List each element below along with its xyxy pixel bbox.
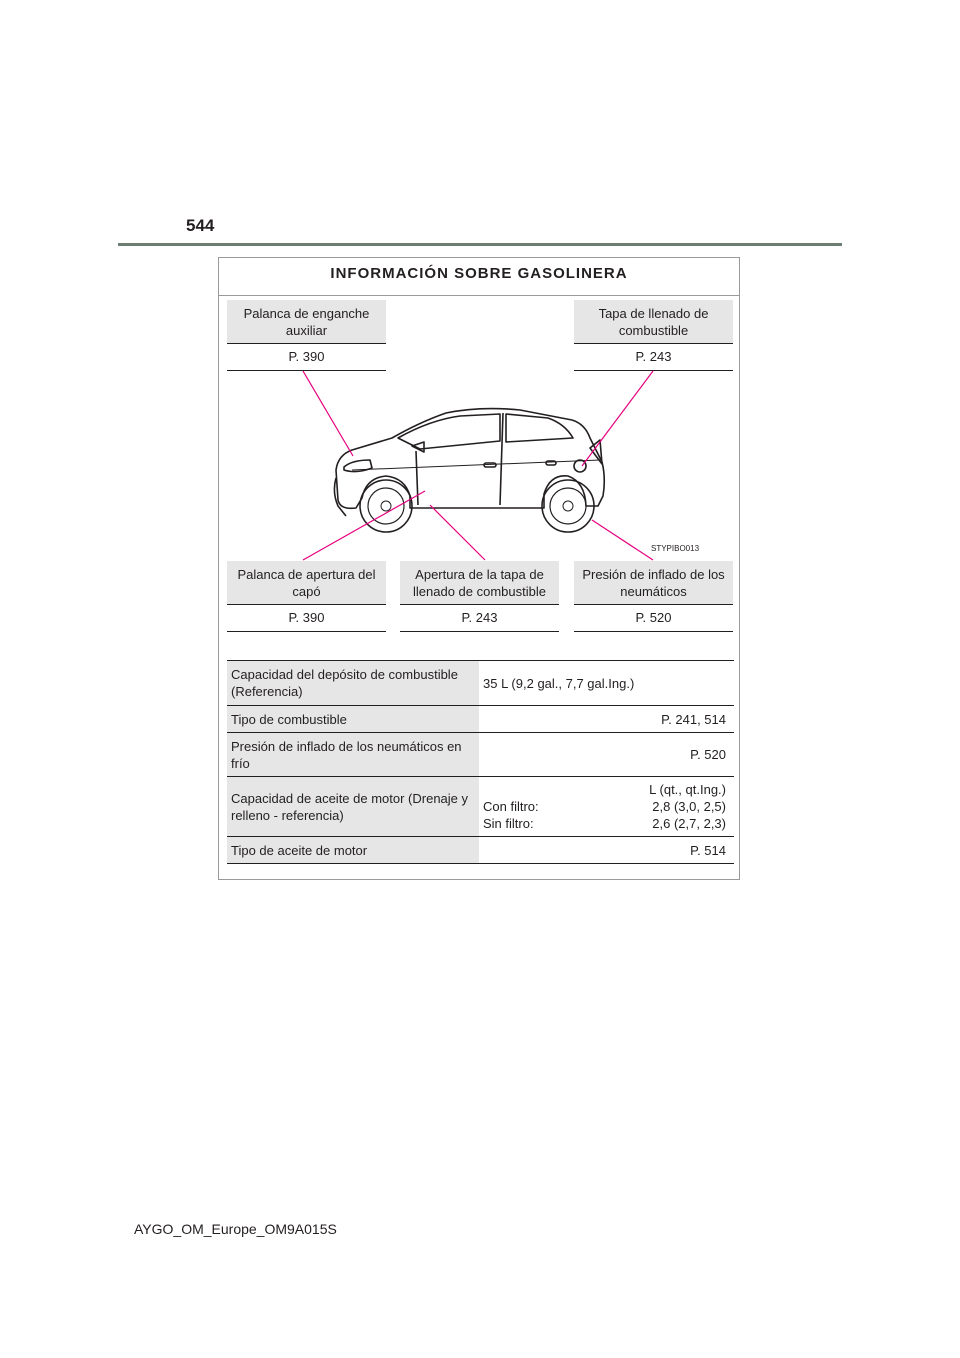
car-body-outline — [336, 409, 604, 509]
without-filter-value: 2,6 (2,7, 2,3) — [652, 816, 726, 831]
callout-page-ref: P. 390 — [227, 605, 386, 632]
rear-door-handle — [546, 461, 556, 465]
callout-page-ref: P. 520 — [574, 605, 733, 632]
document-footer: AYGO_OM_Europe_OM9A015S — [134, 1221, 337, 1237]
callout-line-fuel-cap — [582, 371, 653, 466]
table-row — [227, 777, 734, 837]
callout-line-hood-lever — [303, 491, 425, 560]
callout-lines — [303, 371, 653, 560]
spec-label: Capacidad del depósito de combustible (Referencia) — [227, 661, 479, 706]
figure-code: STYPIBO013 — [651, 544, 700, 553]
callout-page-ref: P. 243 — [400, 605, 559, 632]
with-filter-label: Con filtro: — [483, 799, 539, 814]
without-filter-label: Sin filtro: — [483, 816, 534, 831]
fuel-door — [574, 460, 586, 472]
callout-label: Palanca de enganche auxiliar — [227, 300, 386, 344]
callout-line-aux-lever — [303, 371, 353, 456]
table-row — [227, 733, 734, 777]
rear-wheel — [542, 480, 594, 532]
body-crease — [352, 460, 600, 470]
spec-table — [227, 660, 734, 864]
table-row — [227, 661, 734, 706]
spec-value: P. 520 — [479, 733, 734, 777]
callout-line-fuel-door-opener — [430, 505, 485, 560]
page-number: 544 — [186, 216, 215, 235]
callout-label: Presión de inflado de los neumáticos — [574, 561, 733, 605]
callout-label: Palanca de apertura del capó — [227, 561, 386, 605]
spec-value: P. 514 — [479, 837, 734, 864]
spec-label: Presión de inflado de los neumáticos en frío — [227, 733, 479, 777]
callout-label: Apertura de la tapa de llenado de combustible — [400, 561, 559, 605]
callout-hood-release-lever — [227, 561, 386, 632]
table-row — [227, 837, 734, 864]
callout-aux-hook-lever — [227, 300, 386, 371]
spec-value: P. 241, 514 — [479, 706, 734, 733]
callout-label: Tapa de llenado de combustible — [574, 300, 733, 344]
spec-value — [479, 777, 734, 837]
oil-unit: L (qt., qt.Ing.) — [649, 782, 726, 797]
window-outline — [398, 414, 500, 449]
side-mirror — [412, 442, 424, 452]
callout-fuel-door-opener — [400, 561, 559, 632]
spec-value: 35 L (9,2 gal., 7,7 gal.Ing.) — [479, 661, 734, 706]
callout-fuel-filler-cap — [574, 300, 733, 371]
callout-tire-pressure — [574, 561, 733, 632]
front-wheel — [360, 480, 412, 532]
callout-page-ref: P. 390 — [227, 344, 386, 371]
with-filter-value: 2,8 (3,0, 2,5) — [652, 799, 726, 814]
callout-page-ref: P. 243 — [574, 344, 733, 371]
table-row — [227, 706, 734, 733]
spec-label: Tipo de aceite de motor — [227, 837, 479, 864]
panel-title: INFORMACIÓN SOBRE GASOLINERA — [330, 265, 628, 282]
car-illustration — [334, 409, 604, 532]
spec-label: Capacidad de aceite de motor (Drenaje y relleno - referencia) — [227, 777, 479, 837]
callout-line-tire-pressure — [592, 520, 653, 560]
spec-label: Tipo de combustible — [227, 706, 479, 733]
front-door-line — [416, 451, 418, 505]
